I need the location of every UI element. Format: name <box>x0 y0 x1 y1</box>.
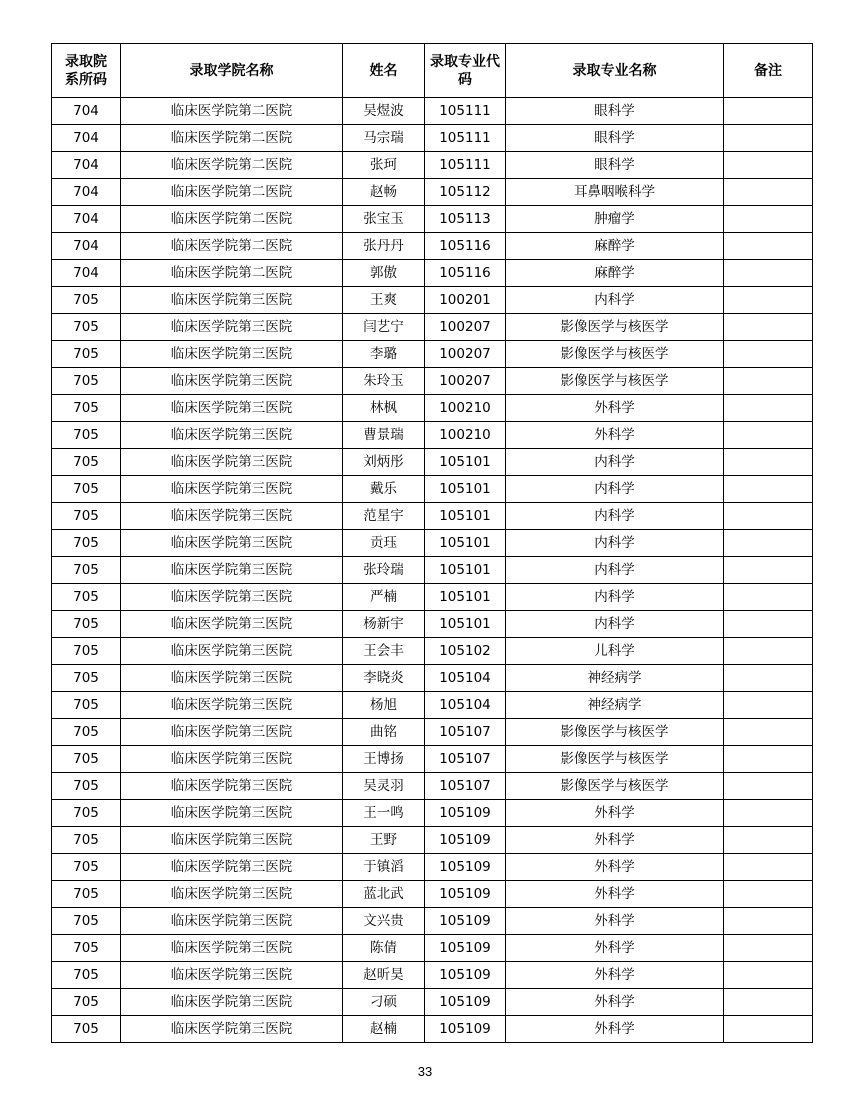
table-row <box>52 935 813 962</box>
major-name-cell: 影像医学与核医学 <box>506 341 724 368</box>
table-row <box>52 503 813 530</box>
table-row <box>52 395 813 422</box>
major-name-cell: 外科学 <box>506 395 724 422</box>
college-name-cell: 临床医学院第三医院 <box>121 503 343 530</box>
table-row <box>52 206 813 233</box>
major-name-cell: 麻醉学 <box>506 233 724 260</box>
student-name-cell: 赵楠 <box>343 1016 425 1043</box>
remarks-cell <box>724 341 813 368</box>
dept-code-cell: 705 <box>52 422 121 449</box>
major-code-cell: 105101 <box>425 530 506 557</box>
major-name-cell: 肿瘤学 <box>506 206 724 233</box>
major-name-cell: 麻醉学 <box>506 260 724 287</box>
table-row <box>52 881 813 908</box>
remarks-cell <box>724 719 813 746</box>
student-name-cell: 王爽 <box>343 287 425 314</box>
major-code-cell: 100207 <box>425 368 506 395</box>
student-name-cell: 吴灵羽 <box>343 773 425 800</box>
student-name-cell: 李晓炎 <box>343 665 425 692</box>
student-name-cell: 王一鸣 <box>343 800 425 827</box>
college-name-cell: 临床医学院第二医院 <box>121 98 343 125</box>
college-name-cell: 临床医学院第二医院 <box>121 206 343 233</box>
major-code-cell: 105107 <box>425 746 506 773</box>
dept-code-cell: 705 <box>52 530 121 557</box>
major-name-cell: 眼科学 <box>506 152 724 179</box>
major-name-cell: 耳鼻咽喉科学 <box>506 179 724 206</box>
student-name-cell: 杨旭 <box>343 692 425 719</box>
student-name-cell: 张丹丹 <box>343 233 425 260</box>
major-code-cell: 100210 <box>425 395 506 422</box>
major-code-cell: 100207 <box>425 341 506 368</box>
student-name-cell: 刘炳彤 <box>343 449 425 476</box>
major-code-cell: 105109 <box>425 827 506 854</box>
admission-table <box>51 43 813 1043</box>
table-row <box>52 773 813 800</box>
header-college-name: 录取学院名称 <box>121 44 343 98</box>
student-name-cell: 蓝北武 <box>343 881 425 908</box>
college-name-cell: 临床医学院第三医院 <box>121 665 343 692</box>
dept-code-cell: 705 <box>52 557 121 584</box>
dept-code-cell: 704 <box>52 260 121 287</box>
remarks-cell <box>724 773 813 800</box>
student-name-cell: 曲铭 <box>343 719 425 746</box>
dept-code-cell: 705 <box>52 584 121 611</box>
remarks-cell <box>724 179 813 206</box>
remarks-cell <box>724 368 813 395</box>
student-name-cell: 曹景瑞 <box>343 422 425 449</box>
major-name-cell: 内科学 <box>506 287 724 314</box>
dept-code-cell: 705 <box>52 1016 121 1043</box>
header-row <box>52 44 813 98</box>
major-code-cell: 105101 <box>425 503 506 530</box>
header-student-name: 姓名 <box>343 44 425 98</box>
major-code-cell: 105109 <box>425 989 506 1016</box>
remarks-cell <box>724 989 813 1016</box>
college-name-cell: 临床医学院第三医院 <box>121 746 343 773</box>
remarks-cell <box>724 152 813 179</box>
major-code-cell: 105104 <box>425 692 506 719</box>
dept-code-cell: 704 <box>52 233 121 260</box>
major-code-cell: 105101 <box>425 584 506 611</box>
major-code-cell: 105107 <box>425 773 506 800</box>
major-name-cell: 内科学 <box>506 503 724 530</box>
college-name-cell: 临床医学院第二医院 <box>121 125 343 152</box>
college-name-cell: 临床医学院第三医院 <box>121 611 343 638</box>
major-code-cell: 105111 <box>425 98 506 125</box>
major-code-cell: 105116 <box>425 260 506 287</box>
dept-code-cell: 705 <box>52 827 121 854</box>
major-name-cell: 神经病学 <box>506 692 724 719</box>
student-name-cell: 王博扬 <box>343 746 425 773</box>
table-row <box>52 314 813 341</box>
college-name-cell: 临床医学院第三医院 <box>121 1016 343 1043</box>
college-name-cell: 临床医学院第三医院 <box>121 314 343 341</box>
page-number: 33 <box>417 1064 433 1079</box>
college-name-cell: 临床医学院第三医院 <box>121 908 343 935</box>
table-row <box>52 530 813 557</box>
major-name-cell: 影像医学与核医学 <box>506 773 724 800</box>
college-name-cell: 临床医学院第三医院 <box>121 773 343 800</box>
dept-code-cell: 704 <box>52 152 121 179</box>
dept-code-cell: 705 <box>52 962 121 989</box>
dept-code-cell: 705 <box>52 611 121 638</box>
student-name-cell: 严楠 <box>343 584 425 611</box>
major-code-cell: 105113 <box>425 206 506 233</box>
table-row <box>52 692 813 719</box>
remarks-cell <box>724 746 813 773</box>
major-name-cell: 影像医学与核医学 <box>506 314 724 341</box>
major-name-cell: 内科学 <box>506 476 724 503</box>
major-code-cell: 105109 <box>425 800 506 827</box>
table-row <box>52 719 813 746</box>
college-name-cell: 临床医学院第二医院 <box>121 152 343 179</box>
major-name-cell: 外科学 <box>506 422 724 449</box>
dept-code-cell: 705 <box>52 935 121 962</box>
college-name-cell: 临床医学院第三医院 <box>121 881 343 908</box>
remarks-cell <box>724 908 813 935</box>
student-name-cell: 范星宇 <box>343 503 425 530</box>
college-name-cell: 临床医学院第三医院 <box>121 719 343 746</box>
student-name-cell: 郭傲 <box>343 260 425 287</box>
dept-code-cell: 704 <box>52 125 121 152</box>
college-name-cell: 临床医学院第二医院 <box>121 260 343 287</box>
student-name-cell: 文兴贵 <box>343 908 425 935</box>
major-code-cell: 105109 <box>425 908 506 935</box>
remarks-cell <box>724 449 813 476</box>
dept-code-cell: 705 <box>52 746 121 773</box>
dept-code-cell: 705 <box>52 881 121 908</box>
table-row <box>52 665 813 692</box>
dept-code-cell: 705 <box>52 449 121 476</box>
dept-code-cell: 705 <box>52 314 121 341</box>
student-name-cell: 李璐 <box>343 341 425 368</box>
remarks-cell <box>724 557 813 584</box>
dept-code-cell: 705 <box>52 341 121 368</box>
student-name-cell: 张珂 <box>343 152 425 179</box>
major-name-cell: 外科学 <box>506 854 724 881</box>
table-row <box>52 827 813 854</box>
college-name-cell: 临床医学院第三医院 <box>121 989 343 1016</box>
header-dept-code: 录取院系所码 <box>52 44 121 98</box>
college-name-cell: 临床医学院第二医院 <box>121 233 343 260</box>
major-code-cell: 105104 <box>425 665 506 692</box>
major-code-cell: 105109 <box>425 962 506 989</box>
table-header <box>52 44 813 98</box>
table-row <box>52 449 813 476</box>
student-name-cell: 吴煜波 <box>343 98 425 125</box>
college-name-cell: 临床医学院第三医院 <box>121 341 343 368</box>
major-code-cell: 105101 <box>425 557 506 584</box>
major-code-cell: 105101 <box>425 449 506 476</box>
college-name-cell: 临床医学院第三医院 <box>121 476 343 503</box>
college-name-cell: 临床医学院第三医院 <box>121 827 343 854</box>
major-name-cell: 神经病学 <box>506 665 724 692</box>
dept-code-cell: 705 <box>52 692 121 719</box>
table-row <box>52 1016 813 1043</box>
major-name-cell: 外科学 <box>506 827 724 854</box>
major-name-cell: 影像医学与核医学 <box>506 719 724 746</box>
major-code-cell: 100201 <box>425 287 506 314</box>
remarks-cell <box>724 962 813 989</box>
student-name-cell: 张玲瑞 <box>343 557 425 584</box>
remarks-cell <box>724 584 813 611</box>
table-row <box>52 638 813 665</box>
student-name-cell: 于镇滔 <box>343 854 425 881</box>
college-name-cell: 临床医学院第三医院 <box>121 530 343 557</box>
student-name-cell: 赵畅 <box>343 179 425 206</box>
college-name-cell: 临床医学院第三医院 <box>121 449 343 476</box>
major-name-cell: 外科学 <box>506 989 724 1016</box>
major-code-cell: 105107 <box>425 719 506 746</box>
college-name-cell: 临床医学院第三医院 <box>121 638 343 665</box>
table-row <box>52 368 813 395</box>
remarks-cell <box>724 800 813 827</box>
college-name-cell: 临床医学院第三医院 <box>121 854 343 881</box>
student-name-cell: 张宝玉 <box>343 206 425 233</box>
remarks-cell <box>724 233 813 260</box>
student-name-cell: 林枫 <box>343 395 425 422</box>
dept-code-cell: 704 <box>52 206 121 233</box>
college-name-cell: 临床医学院第三医院 <box>121 935 343 962</box>
remarks-cell <box>724 827 813 854</box>
table-row <box>52 989 813 1016</box>
dept-code-cell: 705 <box>52 854 121 881</box>
table-row <box>52 98 813 125</box>
dept-code-cell: 705 <box>52 503 121 530</box>
major-name-cell: 内科学 <box>506 557 724 584</box>
major-name-cell: 外科学 <box>506 800 724 827</box>
major-name-cell: 眼科学 <box>506 125 724 152</box>
table-row <box>52 800 813 827</box>
table-row <box>52 422 813 449</box>
remarks-cell <box>724 287 813 314</box>
major-code-cell: 105111 <box>425 125 506 152</box>
major-name-cell: 内科学 <box>506 449 724 476</box>
major-name-cell: 外科学 <box>506 935 724 962</box>
major-code-cell: 105101 <box>425 476 506 503</box>
table-row <box>52 746 813 773</box>
major-name-cell: 内科学 <box>506 530 724 557</box>
table-row <box>52 152 813 179</box>
college-name-cell: 临床医学院第三医院 <box>121 422 343 449</box>
major-name-cell: 眼科学 <box>506 98 724 125</box>
student-name-cell: 戴乐 <box>343 476 425 503</box>
major-name-cell: 外科学 <box>506 962 724 989</box>
remarks-cell <box>724 422 813 449</box>
remarks-cell <box>724 260 813 287</box>
student-name-cell: 王会丰 <box>343 638 425 665</box>
major-name-cell: 影像医学与核医学 <box>506 746 724 773</box>
remarks-cell <box>724 665 813 692</box>
table-row <box>52 287 813 314</box>
college-name-cell: 临床医学院第三医院 <box>121 368 343 395</box>
college-name-cell: 临床医学院第三医院 <box>121 800 343 827</box>
header-major-name: 录取专业名称 <box>506 44 724 98</box>
college-name-cell: 临床医学院第三医院 <box>121 962 343 989</box>
table-row <box>52 584 813 611</box>
dept-code-cell: 705 <box>52 476 121 503</box>
remarks-cell <box>724 503 813 530</box>
major-code-cell: 105109 <box>425 854 506 881</box>
table-row <box>52 179 813 206</box>
major-code-cell: 105101 <box>425 611 506 638</box>
major-code-cell: 105109 <box>425 881 506 908</box>
dept-code-cell: 705 <box>52 665 121 692</box>
major-name-cell: 内科学 <box>506 584 724 611</box>
dept-code-cell: 705 <box>52 719 121 746</box>
table-body <box>52 98 813 1043</box>
dept-code-cell: 704 <box>52 179 121 206</box>
student-name-cell: 杨新宇 <box>343 611 425 638</box>
dept-code-cell: 705 <box>52 989 121 1016</box>
remarks-cell <box>724 935 813 962</box>
student-name-cell: 贡珏 <box>343 530 425 557</box>
college-name-cell: 临床医学院第三医院 <box>121 692 343 719</box>
major-name-cell: 外科学 <box>506 1016 724 1043</box>
major-code-cell: 105116 <box>425 233 506 260</box>
header-major-code: 录取专业代码 <box>425 44 506 98</box>
table-row <box>52 260 813 287</box>
major-name-cell: 外科学 <box>506 908 724 935</box>
major-code-cell: 105109 <box>425 935 506 962</box>
remarks-cell <box>724 476 813 503</box>
remarks-cell <box>724 314 813 341</box>
remarks-cell <box>724 611 813 638</box>
table-row <box>52 611 813 638</box>
header-remarks: 备注 <box>724 44 813 98</box>
major-code-cell: 105111 <box>425 152 506 179</box>
remarks-cell <box>724 395 813 422</box>
remarks-cell <box>724 530 813 557</box>
table-row <box>52 854 813 881</box>
college-name-cell: 临床医学院第三医院 <box>121 557 343 584</box>
table-row <box>52 557 813 584</box>
major-name-cell: 内科学 <box>506 611 724 638</box>
major-code-cell: 105109 <box>425 1016 506 1043</box>
remarks-cell <box>724 881 813 908</box>
student-name-cell: 陈倩 <box>343 935 425 962</box>
dept-code-cell: 705 <box>52 638 121 665</box>
remarks-cell <box>724 125 813 152</box>
dept-code-cell: 705 <box>52 368 121 395</box>
remarks-cell <box>724 638 813 665</box>
major-code-cell: 105102 <box>425 638 506 665</box>
table-row <box>52 233 813 260</box>
dept-code-cell: 704 <box>52 98 121 125</box>
dept-code-cell: 705 <box>52 773 121 800</box>
student-name-cell: 赵昕昊 <box>343 962 425 989</box>
major-name-cell: 影像医学与核医学 <box>506 368 724 395</box>
dept-code-cell: 705 <box>52 395 121 422</box>
dept-code-cell: 705 <box>52 908 121 935</box>
student-name-cell: 闫艺宁 <box>343 314 425 341</box>
remarks-cell <box>724 854 813 881</box>
remarks-cell <box>724 692 813 719</box>
student-name-cell: 马宗瑞 <box>343 125 425 152</box>
table-row <box>52 908 813 935</box>
college-name-cell: 临床医学院第三医院 <box>121 584 343 611</box>
student-name-cell: 刁硕 <box>343 989 425 1016</box>
student-name-cell: 朱玲玉 <box>343 368 425 395</box>
table-row <box>52 476 813 503</box>
college-name-cell: 临床医学院第三医院 <box>121 287 343 314</box>
major-code-cell: 100207 <box>425 314 506 341</box>
major-code-cell: 100210 <box>425 422 506 449</box>
dept-code-cell: 705 <box>52 287 121 314</box>
dept-code-cell: 705 <box>52 800 121 827</box>
table-row <box>52 341 813 368</box>
table-row <box>52 962 813 989</box>
remarks-cell <box>724 98 813 125</box>
remarks-cell <box>724 206 813 233</box>
major-code-cell: 105112 <box>425 179 506 206</box>
major-name-cell: 儿科学 <box>506 638 724 665</box>
table-row <box>52 125 813 152</box>
remarks-cell <box>724 1016 813 1043</box>
student-name-cell: 王野 <box>343 827 425 854</box>
college-name-cell: 临床医学院第二医院 <box>121 179 343 206</box>
college-name-cell: 临床医学院第三医院 <box>121 395 343 422</box>
major-name-cell: 外科学 <box>506 881 724 908</box>
